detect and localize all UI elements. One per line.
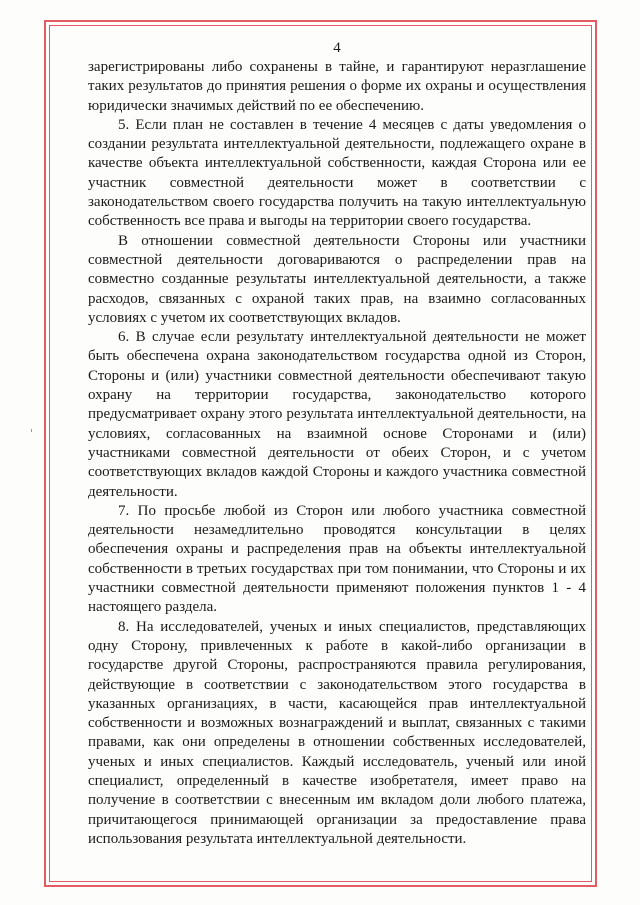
- paragraph-item-8: 8. На исследователей, ученых и иных специалистов, представляющих одну Сторону, привлеченных к работе в какой-либо организации в государстве другой Стороны, распространяются правила регулирования, действующие в соответствии с законодательством этого государства в указанных организациях, в части, касающейся прав интеллектуальной собственности и возможных вознаграждений и выплат, связанных с такими правами, как они определены в отношении собственных исследователей, ученых и иных специалистов. Каждый исследователь, ученый или иной специалист, определенный в качестве изобретателя, имеет право на получение в соответствии с внесенным им вкладом доли любого платежа, причитающегося принимающей организации за предоставление права использования результата интеллектуальной деятельности.: [88, 618, 586, 847]
- scan-speck: [31, 429, 32, 432]
- page-number: 4: [333, 40, 341, 56]
- page-content: [88, 39, 586, 849]
- paragraph-item-6: 6. В случае если результату интеллектуальной деятельности не может быть обеспечена охрана законодательством государства одной из Сторон, Стороны и (или) участники совместной деятельности обеспечивают такую охрану на территории государства, законодательство которого предусматривает охрану этого результата интеллектуальной деятельности, на условиях, согласованных на взаимной основе Сторонами и (или) участниками совместной деятельности от обеих Сторон, и с учетом соответствующих вкладов каждой Стороны и каждого участника совместной деятельности.: [88, 329, 586, 500]
- paragraph-item-5: 5. Если план не составлен в течение 4 месяцев с даты уведомления о создании результата интеллектуальной деятельности, подлежащего охране в качестве объекта интеллектуальной собственности, каждая Сторона или ее участник совместной деятельности может в соответствии с законодательством своего государства получить на такую интеллектуальную собственность все права и выгоды на территории своего государства.: [88, 116, 586, 230]
- paragraph-joint-activity: В отношении совместной деятельности Стороны или участники совместной деятельности договариваются о распределении прав на совместно созданные результаты интеллектуальной деятельности, а также расходов, связанных с охраной таких прав, на взаимно согласованных условиях с учетом их соответствующих вкладов.: [88, 232, 586, 326]
- paragraph-item-7: 7. По просьбе любой из Сторон или любого участника совместной деятельности незамедлительно проводятся консультации в целях обеспечения охраны и распределения прав на объекты интеллектуальной собственности в третьих государствах при том понимании, что Стороны и их участники совместной деятельности применяют положения пунктов 1 - 4 настоящего раздела.: [88, 502, 586, 616]
- paragraph-continuation: зарегистрированы либо сохранены в тайне, и гарантируют неразглашение таких результатов до принятия решения о форме их охраны и осуществления юридически значимых действий по ее обеспечению.: [88, 59, 586, 114]
